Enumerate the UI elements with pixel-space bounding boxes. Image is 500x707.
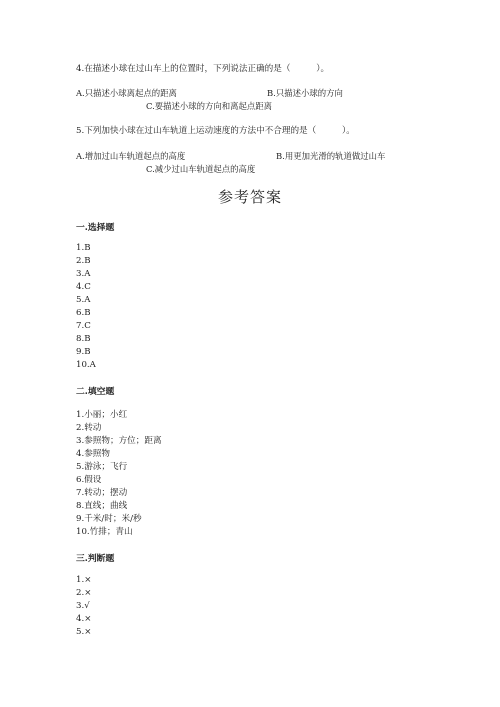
answer-item: 3.√ bbox=[76, 601, 90, 611]
answer-item: 1.× bbox=[76, 575, 92, 585]
section-heading-choice: 一.选择题 bbox=[76, 223, 115, 233]
answer-item: 4.参照物 bbox=[76, 449, 110, 459]
answer-item: 1.小丽；小红 bbox=[76, 410, 128, 420]
section-heading-true-false: 三.判断题 bbox=[76, 554, 115, 564]
answer-item: 5.× bbox=[76, 627, 92, 637]
answer-item: 7.转动；摆动 bbox=[76, 488, 128, 498]
answer-item: 9.B bbox=[76, 347, 91, 357]
answer-item: 10.A bbox=[76, 360, 96, 370]
answer-key-title: 参考答案 bbox=[217, 188, 282, 206]
answer-item: 6.假设 bbox=[76, 475, 102, 485]
answer-item: 8.B bbox=[76, 334, 91, 344]
answer-item: 2.转动 bbox=[76, 423, 102, 433]
answer-item: 4.C bbox=[76, 282, 91, 292]
answer-item: 3.参照物；方位；距离 bbox=[76, 436, 162, 446]
answer-item: 2.× bbox=[76, 588, 92, 598]
question-4-option-a: A.只描述小球离起点的距离 bbox=[76, 88, 177, 98]
question-5-option-b: B.用更加光滑的轨道做过山车 bbox=[276, 151, 386, 161]
answer-item: 6.B bbox=[76, 308, 91, 318]
section-heading-fill-blank: 二.填空题 bbox=[76, 387, 115, 397]
question-5-option-a: A.增加过山车轨道起点的高度 bbox=[76, 151, 186, 161]
question-5-stem: 5.下列加快小球在过山车轨道上运动速度的方法中不合理的是（ ）。 bbox=[76, 126, 355, 136]
answer-item: 2.B bbox=[76, 256, 91, 266]
question-4-stem: 4.在描述小球在过山车上的位置时，下列说法正确的是（ ）。 bbox=[76, 64, 330, 74]
answer-item: 10.竹排；青山 bbox=[76, 527, 133, 537]
answer-item: 5.游泳；飞行 bbox=[76, 462, 128, 472]
answer-item: 8.直线；曲线 bbox=[76, 501, 128, 511]
question-5-option-c: C.减少过山车轨道起点的高度 bbox=[146, 164, 256, 174]
answer-item: 4.× bbox=[76, 614, 92, 624]
question-4-option-b: B.只描述小球的方向 bbox=[267, 88, 343, 98]
answer-item: 7.C bbox=[76, 321, 91, 331]
answer-item: 5.A bbox=[76, 295, 91, 305]
answer-item: 3.A bbox=[76, 269, 91, 279]
answer-item: 1.B bbox=[76, 243, 91, 253]
question-4-option-c: C.要描述小球的方向和离起点距离 bbox=[146, 101, 273, 111]
answer-item: 9.千米/时；米/秒 bbox=[76, 514, 142, 524]
